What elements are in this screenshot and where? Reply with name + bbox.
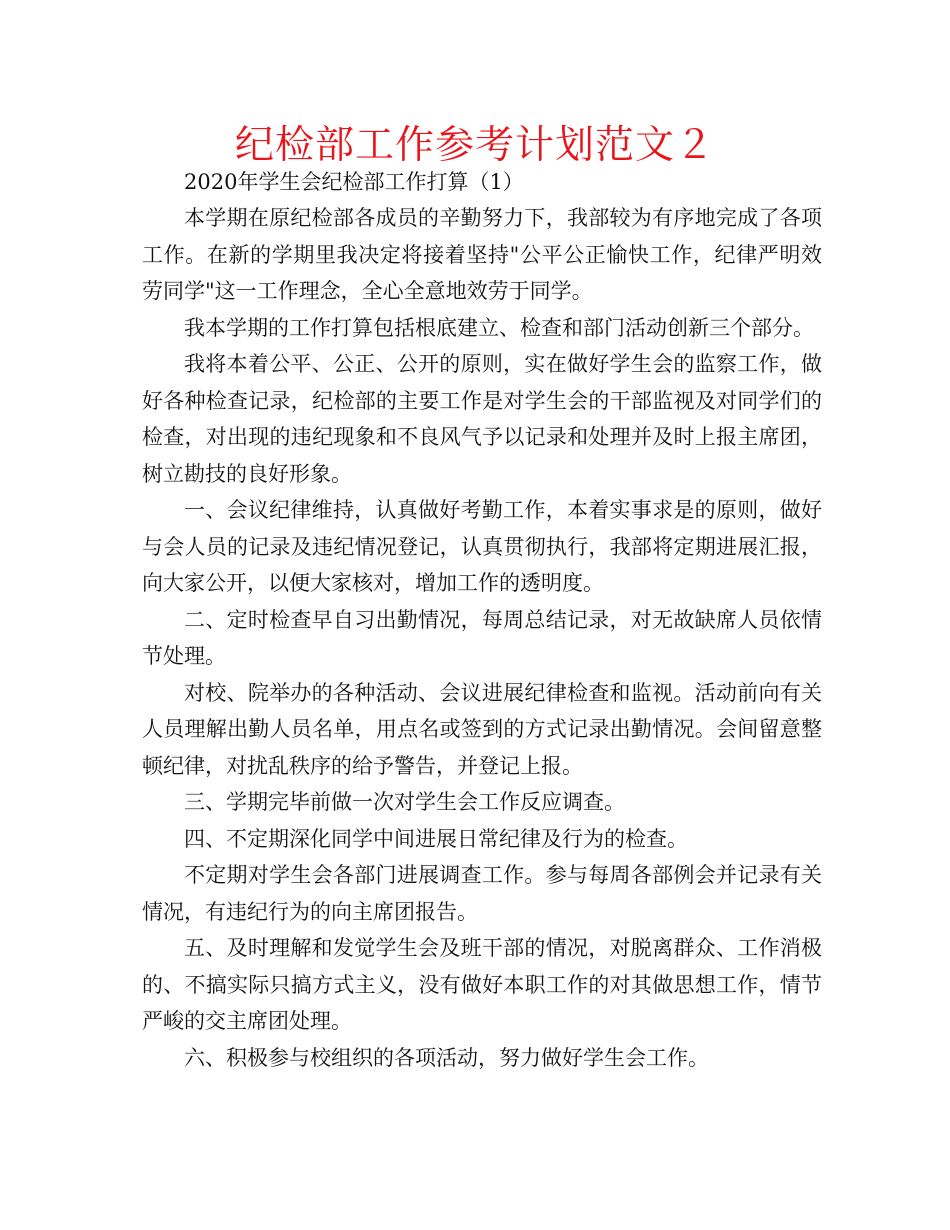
paragraph: 本学期在原纪检部各成员的辛勤努力下，我部较为有序地完成了各项工作。在新的学期里我决定将接着坚持"公平公正愉快工作，纪律严明效劳同学"这一工作理念，全心全意地效劳于同学。 [142,206,822,303]
paragraph: 我本学期的工作打算包括根底建立、检查和部门活动创新三个部分。 [184,315,814,340]
paragraph: 我将本着公平、公正、公开的原则，实在做好学生会的监察工作，做好各种检查记录，纪检部的主要工作是对学生会的干部监视及对同学们的检查，对出现的违纪现象和不良风气予以记录和处理并及时上报主席团，树立勘技的良好形象。 [142,352,822,486]
paragraph: 三、学期完毕前做一次对学生会工作反应调查。 [184,790,625,814]
paragraph: 五、及时理解和发觉学生会及班干部的情况，对脱离群众、工作消极的、不搞实际只搞方式主义，没有做好本职工作的对其做思想工作，情节严峻的交主席团处理。 [142,936,822,1033]
document-subtitle: 2020年学生会纪检部工作打算（1） [184,170,524,194]
paragraph: 对校、院举办的各种活动、会议进展纪律检查和监视。活动前向有关人员理解出勤人员名单，用点名或签到的方式记录出勤情况。会间留意整顿纪律，对扰乱秩序的给予警告，并登记上报。 [142,680,822,778]
document-body [142,164,822,1076]
paragraph: 四、不定期深化同学中间进展日常纪律及行为的检查。 [184,826,688,851]
paragraph: 不定期对学生会各部门进展调查工作。参与每周各部例会并记录有关情况，有违纪行为的向主席团报告。 [142,863,822,924]
paragraph: 一、会议纪律维持，认真做好考勤工作，本着实事求是的原则，做好与会人员的记录及违纪情况登记，认真贯彻执行，我部将定期进展汇报，向大家公开，以便大家核对，增加工作的透明度。 [142,498,822,595]
paragraph: 六、积极参与校组织的各项活动，努力做好学生会工作。 [184,1045,709,1070]
document-title: 纪检部工作参考计划范文２ [234,123,715,168]
paragraph: 二、定时检查早自习出勤情况，每周总结记录，对无故缺席人员依情节处理。 [142,607,822,668]
